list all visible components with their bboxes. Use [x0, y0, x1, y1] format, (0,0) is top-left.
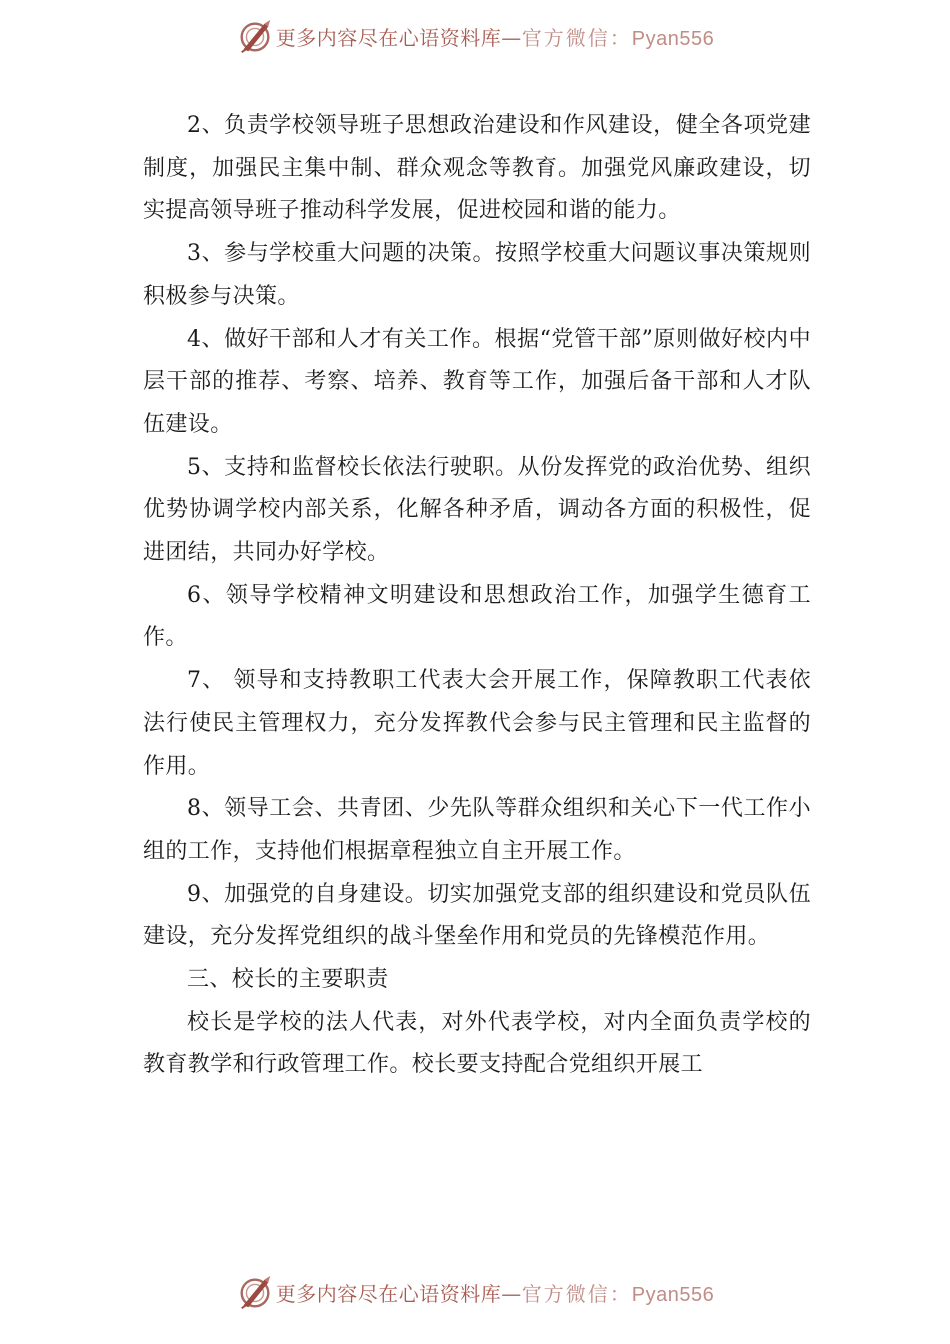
paragraph-7: 7、 领导和支持教职工代表大会开展工作，保障教职工代表依法行使民主管理权力，充分发挥教代会参与民主管理和民主监督的作用。 [143, 668, 811, 779]
paragraph-6: 6、领导学校精神文明建设和思想政治工作，加强学生德育工作。 [143, 582, 811, 651]
header-main-text: 更多内容尽在心语资料库 [275, 25, 502, 50]
paragraph-2: 2、负责学校领导班子思想政治建设和作风建设，健全各项党建制度，加强民主集中制、群众观念等教育。加强党风廉政建设，切实提高领导班子推动科学发展，促进校园和谐的能力。 [143, 113, 811, 224]
footer-watermark [0, 1270, 950, 1314]
paragraph-8: 8、领导工会、共青团、少先队等群众组织和关心下一代工作小组的工作，支持他们根据章程独立自主开展工作。 [143, 796, 811, 864]
section-heading-principal: 三、校长的主要职责 [187, 967, 389, 993]
header-label: 官方微信： [521, 25, 632, 50]
header-account: Pyan556 [631, 27, 715, 50]
paragraph-3: 3、参与学校重大问题的决策。按照学校重大问题议事决策规则积极参与决策。 [143, 241, 811, 309]
paragraph-4: 4、做好干部和人才有关工作。根据“党管干部”原则做好校内中层干部的推荐、考察、培养、教育等工作，加强后备干部和人才队伍建设。 [143, 326, 811, 437]
paragraph-principal-duties: 校长是学校的法人代表，对外代表学校，对内全面负责学校的教育教学和行政管理工作。校长要支持配合党组织开展工 [143, 1009, 811, 1078]
footer-label: 官方微信： [521, 1281, 632, 1306]
header-separator: — [501, 25, 522, 50]
footer-main-text: 更多内容尽在心语资料库 [275, 1281, 502, 1306]
paragraph-9: 9、加强党的自身建设。切实加强党支部的组织建设和党员队伍建设，充分发挥党组织的战斗堡垒作用和党员的先锋模范作用。 [143, 881, 811, 950]
footer-text [276, 1278, 714, 1307]
pen-logo-icon [236, 17, 274, 55]
footer-separator: — [501, 1281, 522, 1306]
pen-logo-icon [236, 1273, 274, 1311]
header-text [276, 22, 714, 51]
paragraph-5: 5、支持和监督校长依法行驶职。从份发挥党的政治优势、组织优势协调学校内部关系，化解各种矛盾，调动各方面的积极性，促进团结，共同办好学校。 [143, 454, 811, 566]
header-watermark [0, 14, 950, 58]
footer-account: Pyan556 [631, 1283, 715, 1306]
document-body [143, 105, 811, 1087]
